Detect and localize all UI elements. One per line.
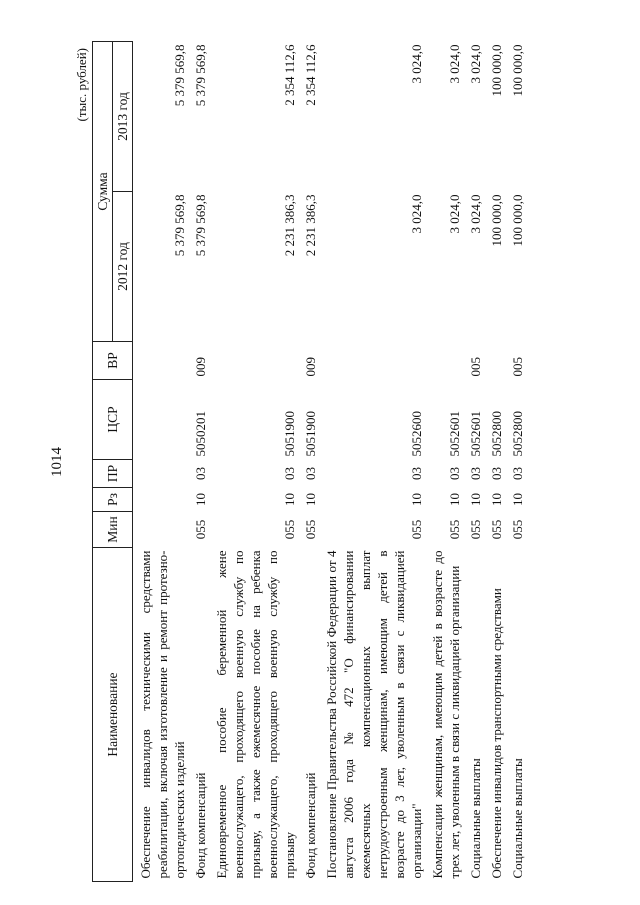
row-min-code: 055 (489, 519, 504, 540)
row-rz-code: 10 (468, 493, 483, 506)
row-pr-code: 03 (409, 467, 424, 480)
table-row (427, 41, 465, 881)
row-name: Постановление Правительства Российской Федерации от 4 августа 2006 года № 472 "О финансировании ежемесячных компенсационных выплат нетрудоустроенным женщинам, имеющим детей в возрасте до 3 лет, уволенным в связи с ликвидацией организации" (324, 550, 424, 879)
row-csr-code (133, 380, 191, 460)
row-name: Фонд компенсаций (193, 772, 208, 879)
row-min-code: 055 (447, 519, 462, 540)
row-pr-code: 03 (510, 467, 525, 480)
header-pr: ПР (93, 460, 133, 488)
row-vr-code (133, 342, 191, 380)
header-name: Наименование (93, 548, 133, 882)
row-pr-code: 03 (282, 467, 297, 480)
row-vr-code: 009 (193, 357, 208, 377)
row-amount-2013: 3 024,0 (409, 44, 424, 84)
row-min-code: 055 (510, 519, 525, 540)
row-vr-code (211, 342, 300, 380)
row-amount-2013: 3 024,0 (468, 44, 483, 84)
row-amount-2012: 3 024,0 (468, 194, 483, 234)
row-rz-code: 10 (447, 493, 462, 506)
unit-note: (тыс. рублей) (74, 48, 89, 122)
row-vr-code (427, 342, 465, 380)
row-rz-code: 10 (510, 493, 525, 506)
header-year-2013: 2013 год (113, 41, 133, 191)
row-amount-2013: 3 024,0 (447, 44, 462, 84)
row-amount-2012: 5 379 569,8 (193, 194, 208, 257)
row-name: Обеспечение инвалидов техническими средствами реабилитации, включая изготовление и ремонт протезно-ортопедических изделий (138, 550, 187, 879)
row-name: Социальные выплаты (468, 758, 483, 879)
row-vr-code: 005 (468, 357, 483, 377)
row-rz-code: 10 (489, 493, 504, 506)
row-amount-2012: 3 024,0 (447, 194, 462, 234)
row-amount-2013: 2 354 112,6 (282, 44, 297, 106)
row-amount-2012: 2 231 386,3 (282, 194, 297, 257)
header-min: Мин (93, 512, 133, 548)
header-year-2012: 2012 год (113, 192, 133, 342)
table-row (300, 41, 321, 881)
row-pr-code: 03 (303, 467, 318, 480)
row-csr-code: 5052601 (468, 411, 483, 457)
row-csr-code: 5051900 (282, 411, 297, 457)
row-pr-code (133, 460, 191, 488)
row-csr-code: 5052800 (489, 411, 504, 457)
row-vr-code: 009 (303, 357, 318, 377)
row-amount-2012: 3 024,0 (409, 194, 424, 234)
row-amount-2012: 100 000,0 (489, 194, 504, 247)
row-name: Социальные выплаты (510, 758, 525, 879)
row-amount-2013: 100 000,0 (510, 44, 525, 97)
table-row (507, 41, 528, 881)
table-row (190, 41, 211, 881)
row-amount-2013: 2 354 112,6 (303, 44, 318, 106)
row-name: Единовременное пособие беременной жене военнослужащего, проходящего военную службу по призыву, а также ежемесячное пособие на ребенка военнослужащего, проходящего военную службу по призыву (214, 550, 297, 879)
row-rz-code (133, 488, 191, 512)
row-vr-code (321, 342, 427, 380)
row-amount-2013: 100 000,0 (489, 44, 504, 97)
row-vr-code (486, 342, 507, 380)
row-min-code: 055 (303, 519, 318, 540)
row-amount-2012: 2 231 386,3 (303, 194, 318, 257)
row-csr-code: 5052800 (510, 411, 525, 457)
rotated-document-page (48, 42, 608, 882)
header-rz: Рз (93, 488, 133, 512)
row-min-code (133, 512, 191, 548)
row-min-code: 055 (409, 519, 424, 540)
row-amount-2012: 5 379 569,8 (172, 194, 187, 257)
row-rz-code: 10 (282, 493, 297, 506)
header-vr: ВР (93, 342, 133, 380)
page-number: 1014 (49, 447, 65, 477)
row-amount-2013: 5 379 569,8 (193, 44, 208, 107)
row-pr-code: 03 (447, 467, 462, 480)
row-pr-code: 03 (489, 467, 504, 480)
row-csr-code: 5052601 (447, 411, 462, 457)
row-amount-2012: 100 000,0 (510, 194, 525, 247)
header-csr: ЦСР (93, 380, 133, 460)
row-min-code: 055 (282, 519, 297, 540)
row-csr-code: 5052600 (409, 411, 424, 457)
table-header (93, 41, 133, 881)
row-rz-code: 10 (303, 493, 318, 506)
budget-table (92, 41, 528, 882)
row-name: Обеспечение инвалидов транспортными средствами (489, 588, 504, 879)
table-row (465, 41, 486, 881)
table-row (486, 41, 507, 881)
table-row (211, 41, 300, 881)
row-min-code: 055 (193, 519, 208, 540)
row-min-code: 055 (468, 519, 483, 540)
header-sum: Сумма (93, 41, 113, 341)
row-csr-code: 5050201 (193, 411, 208, 457)
row-csr-code: 5051900 (303, 411, 318, 457)
table-row (133, 41, 191, 881)
row-pr-code: 03 (193, 467, 208, 480)
table-row (321, 41, 427, 881)
row-amount-2013: 5 379 569,8 (172, 44, 187, 107)
row-name: Фонд компенсаций (303, 772, 318, 879)
row-name: Компенсации женщинам, имеющим детей в возрасте до трех лет, уволенным в связи с ликвидацией организации (430, 550, 462, 879)
row-pr-code: 03 (468, 467, 483, 480)
row-rz-code: 10 (193, 493, 208, 506)
table-body (133, 41, 529, 881)
row-vr-code: 005 (510, 357, 525, 377)
row-rz-code: 10 (409, 493, 424, 506)
